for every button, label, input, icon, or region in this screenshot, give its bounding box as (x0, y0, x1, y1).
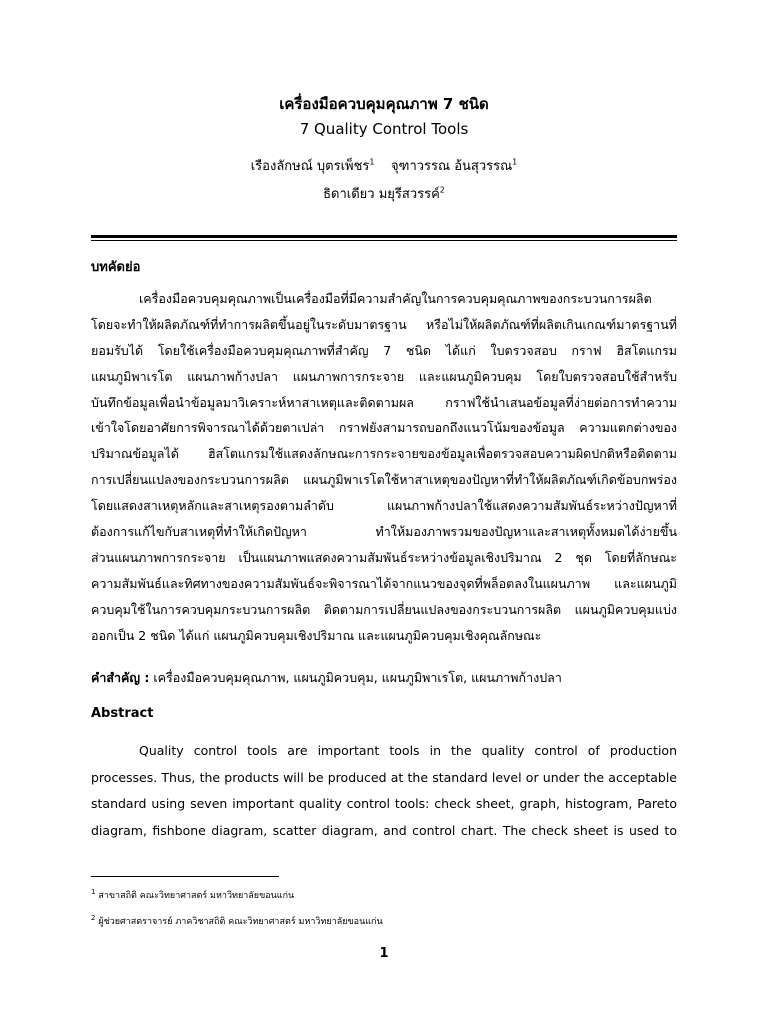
author-affiliation-mark-2: 1 (512, 157, 518, 167)
abstract-thai-line: ปริมาณข้อมูลได้ ฮิสโตแกรมใช้แสดงลักษณะการกระจายของข้อมูลเพื่อตรวจสอบความผิดปกติหรือติดตาม (91, 446, 677, 462)
header-divider-thin (91, 240, 677, 241)
abstract-english-line: processes. Thus, the products will be produced at the standard level or under the acceptable (91, 769, 677, 785)
abstract-thai-line: แผนภูมิพาเรโต แผนภาพก้างปลา แผนภาพการกระจาย และแผนภูมิควบคุม โดยใบตรวจสอบใช้สำหรับ (91, 368, 677, 384)
abstract-thai-heading: บทคัดย่อ (91, 260, 141, 275)
abstract-thai-line: ยอมรับได้ โดยใช้เครื่องมือควบคุมคุณภาพที่สำคัญ 7 ชนิด ได้แก่ ใบตรวจสอบ กราฟ ฮิสโตแกรม (91, 342, 677, 358)
paper-title-thai: เครื่องมือควบคุมคุณภาพ 7 ชนิด (279, 95, 489, 113)
abstract-thai-line: ควบคุมใช้ในการควบคุมกระบวนการผลิต ติดตามการเปลี่ยนแปลงของกระบวนการผลิต แผนภูมิควบคุมแบ่ง (91, 601, 677, 617)
author-name-3: ธิดาเดียว มยุรีสวรรค์ (323, 187, 440, 202)
footnote-2 (91, 914, 383, 928)
header-divider-thick (91, 235, 677, 238)
abstract-thai-line: เครื่องมือควบคุมคุณภาพเป็นเครื่องมือที่มีความสำคัญในการควบคุมคุณภาพของกระบวนการผลิต (139, 291, 652, 306)
footnote-mark-2: 2 (91, 914, 96, 922)
abstract-english-body (91, 738, 677, 844)
footnote-text-1: สาขาสถิติ คณะวิทยาศาสตร์ มหาวิทยาลัยขอนแก่น (95, 891, 295, 901)
abstract-thai-body (91, 286, 677, 648)
abstract-thai-line: การเปลี่ยนแปลงของกระบวนการผลิต แผนภูมิพาเรโตใช้หาสาเหตุของปัญหาที่ทำให้ผลิตภัณฑ์เกิดข้อบกพร่อง (91, 472, 677, 488)
abstract-thai-line: เข้าใจโดยอาศัยการพิจารณาได้ด้วยตาเปล่า กราฟยังสามารถบอกถึงแนวโน้มของข้อมูล ความแตกต่างของ (91, 420, 677, 436)
paper-title-english: 7 Quality Control Tools (299, 120, 469, 138)
author-affiliation-mark-3: 2 (439, 185, 445, 195)
footnote-divider (91, 876, 279, 877)
author-affiliation-mark-1: 1 (369, 157, 375, 167)
keywords-text: เครื่องมือควบคุมคุณภาพ, แผนภูมิควบคุม, แผนภูมิพาเรโต, แผนภาพก้างปลา (149, 670, 562, 685)
author-name-2: จุฑาวรรณ อ้นสุวรรณ (391, 159, 513, 174)
abstract-english-line: Quality control tools are important tools in the quality control of production (139, 743, 677, 758)
abstract-english-heading: Abstract (91, 706, 154, 721)
keywords-line (91, 668, 677, 688)
footnote-text-2: ผู้ช่วยศาสตราจารย์ ภาควิชาสถิติ คณะวิทยาศาสตร์ มหาวิทยาลัยขอนแก่น (95, 917, 383, 927)
page-number: 1 (379, 946, 389, 961)
abstract-thai-line: โดยจะทำให้ผลิตภัณฑ์ที่ทำการผลิตขึ้นอยู่ในระดับมาตรฐาน หรือไม่ให้ผลิตภัณฑ์ที่ผลิตเกินเกณฑ์มาตรฐานที่ (91, 316, 677, 332)
abstract-thai-line: ต้องการแก้ไขกับสาเหตุที่ทำให้เกิดปัญหา ทำให้มองภาพรวมของปัญหาและสาเหตุทั้งหมดได้ง่ายขึ้น (91, 524, 677, 540)
footnote-mark-1: 1 (91, 888, 96, 896)
author-line-2 (0, 183, 768, 204)
author-name-1: เรืองลักษณ์ บุตรเพ็ชร (250, 159, 370, 174)
abstract-thai-line: บันทึกข้อมูลเพื่อนำข้อมูลมาวิเคราะห์หาสาเหตุและติดตามผล กราฟใช้นำเสนอข้อมูลที่ง่ายต่อการทำความ (91, 394, 677, 410)
author-line-1 (0, 155, 768, 176)
keywords-label: คำสำคัญ : (91, 670, 150, 685)
footnote-1 (91, 888, 294, 902)
abstract-english-line: diagram, fishbone diagram, scatter diagram, and control chart. The check sheet is used to (91, 822, 677, 838)
abstract-thai-line: ความสัมพันธ์และทิศทางของความสัมพันธ์จะพิจารณาได้จากแนวของจุดที่พล็อตลงในแผนภาพ และแผนภูมิ (91, 575, 677, 591)
abstract-thai-line: ออกเป็น 2 ชนิด ได้แก่ แผนภูมิควบคุมเชิงปริมาณ และแผนภูมิควบคุมเชิงคุณลักษณะ (91, 627, 542, 643)
abstract-english-line: standard using seven important quality control tools: check sheet, graph, histogram, Pareto (91, 796, 677, 811)
abstract-thai-line: ส่วนแผนภาพการกระจาย เป็นแผนภาพแสดงความสัมพันธ์ระหว่างข้อมูลเชิงปริมาณ 2 ชุด โดยที่ลักษณะ (91, 549, 677, 565)
abstract-thai-line: โดยแสดงสาเหตุหลักและสาเหตุรองตามลำดับ แผนภาพก้างปลาใช้แสดงความสัมพันธ์ระหว่างปัญหาที่ (91, 498, 677, 514)
